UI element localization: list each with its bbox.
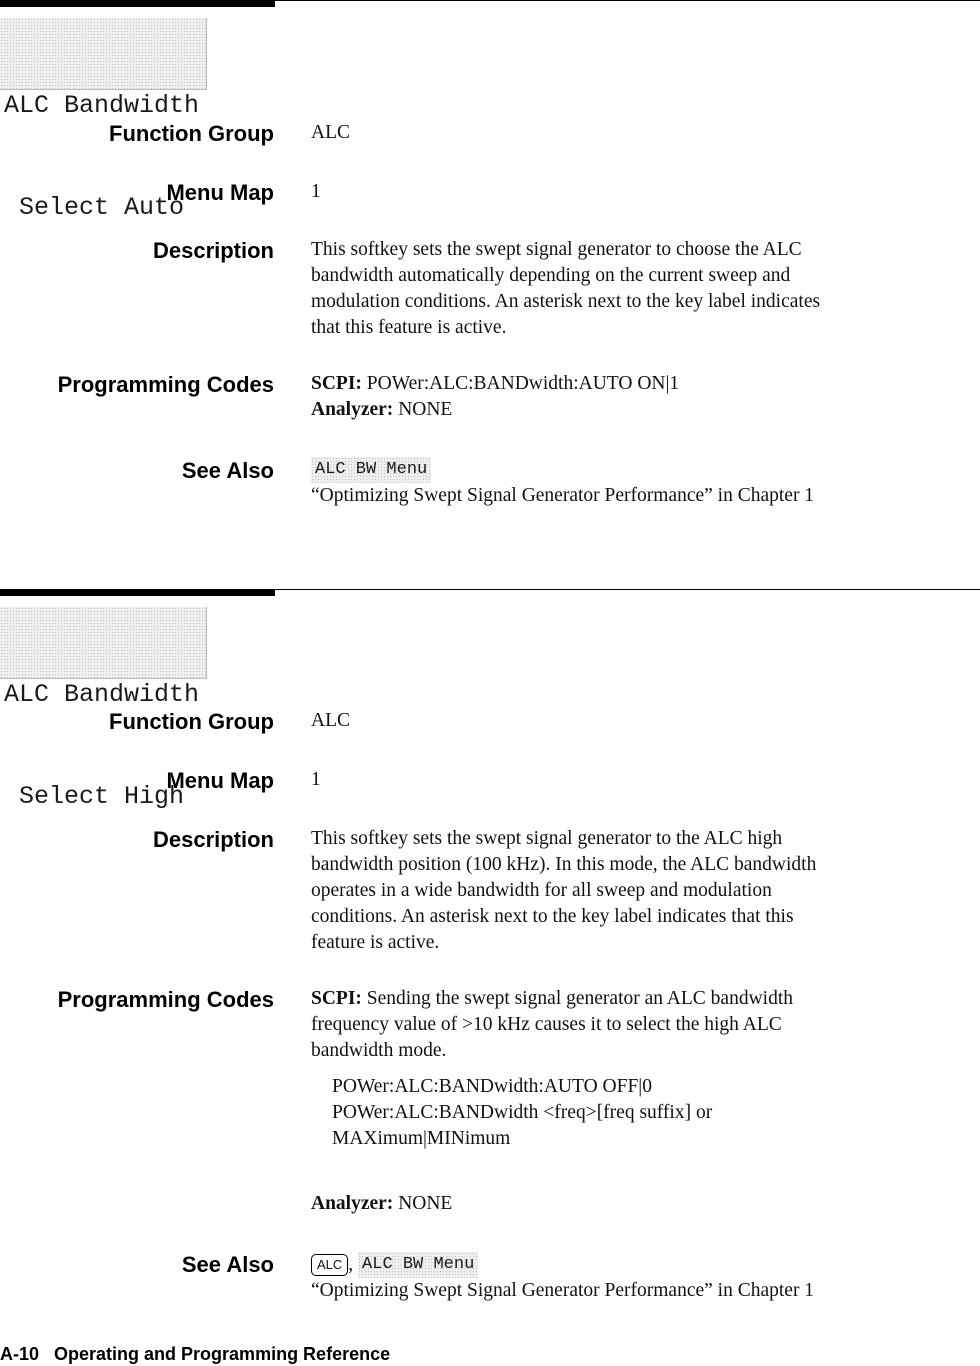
description-line: that this feature is active. — [311, 317, 507, 338]
function-group-label: Function Group — [109, 709, 274, 734]
scpi-command: POWer:ALC:BANDwidth:AUTO ON|1 — [361, 373, 680, 394]
analyzer-value: NONE — [393, 1193, 453, 1214]
scpi-text-line: bandwidth mode. — [311, 1040, 447, 1061]
scpi-text: Sending the swept signal generator an ALC bandwidth — [361, 988, 794, 1009]
section-rule-thin — [275, 0, 980, 1]
page-number: A-10 — [0, 1344, 40, 1364]
scpi-command-block — [311, 1074, 961, 1152]
scpi-command-line: POWer:ALC:BANDwidth:AUTO OFF|0 — [332, 1076, 652, 1097]
see-also-reference: “Optimizing Swept Signal Generator Performance” in Chapter 1 — [311, 485, 815, 506]
see-also — [311, 457, 961, 509]
see-also-reference: “Optimizing Swept Signal Generator Performance” in Chapter 1 — [311, 1280, 815, 1301]
section-rule-thick — [0, 0, 275, 7]
scpi-label: SCPI: — [311, 988, 362, 1009]
programming-codes-label: Programming Codes — [57, 372, 274, 397]
programming-codes — [311, 986, 961, 1217]
alc-bw-menu-softkey[interactable]: ALC BW Menu — [311, 457, 431, 483]
description-line: bandwidth position (100 kHz). In this mode, the ALC bandwidth — [311, 854, 817, 875]
analyzer-label: Analyzer: — [311, 1193, 394, 1214]
footer-title: Operating and Programming Reference — [54, 1344, 391, 1364]
scpi-text-line: frequency value of >10 kHz causes it to select the high ALC — [311, 1014, 782, 1035]
description-text — [311, 237, 961, 341]
description-line: conditions. An asterisk next to the key label indicates that this — [311, 906, 794, 927]
section-rule-thick — [0, 589, 275, 596]
description-label: Description — [152, 827, 274, 852]
scpi-command-line: MAXimum|MINimum — [332, 1128, 511, 1149]
programming-codes — [311, 371, 961, 423]
function-group-value: ALC — [311, 710, 350, 731]
description-line: modulation conditions. An asterisk next to the key label indicates — [311, 291, 821, 312]
analyzer-label: Analyzer: — [311, 399, 394, 420]
description-line: bandwidth automatically depending on the current sweep and — [311, 265, 791, 286]
function-group-label: Function Group — [109, 121, 274, 146]
menu-map-value: 1 — [311, 181, 321, 202]
description-text — [311, 826, 961, 956]
function-group-value: ALC — [311, 122, 350, 143]
menu-map-label: Menu Map — [166, 768, 274, 793]
description-line: This softkey sets the swept signal generator to the ALC high — [311, 828, 783, 849]
menu-map-label: Menu Map — [166, 180, 274, 205]
description-line: This softkey sets the swept signal generator to choose the ALC — [311, 239, 802, 260]
menu-map-value: 1 — [311, 769, 321, 790]
analyzer-line — [311, 1191, 961, 1217]
alc-hardkey[interactable]: ALC — [311, 1254, 348, 1276]
softkey-line-1: ALC Bandwidth — [4, 680, 200, 709]
scpi-label: SCPI: — [311, 373, 362, 394]
softkey-line-1: ALC Bandwidth — [4, 91, 200, 120]
scpi-command-line: POWer:ALC:BANDwidth <freq>[freq suffix] or — [332, 1102, 713, 1123]
see-also-label: See Also — [181, 458, 274, 483]
description-line: feature is active. — [311, 932, 440, 953]
scpi-line — [311, 371, 961, 397]
analyzer-line — [311, 397, 961, 423]
programming-codes-label: Programming Codes — [57, 987, 274, 1012]
analyzer-value: NONE — [393, 399, 453, 420]
softkey-line-2: Select High — [4, 782, 185, 811]
see-also — [311, 1252, 961, 1304]
see-also-separator: , — [348, 1254, 354, 1275]
softkey-line-2: Select Auto — [4, 193, 185, 222]
scpi-line — [311, 986, 961, 1012]
description-label: Description — [152, 238, 274, 263]
see-also-label: See Also — [181, 1252, 274, 1277]
alc-bw-menu-softkey[interactable]: ALC BW Menu — [358, 1252, 478, 1278]
description-line: operates in a wide bandwidth for all sweep and modulation — [311, 880, 772, 901]
section-rule-thin — [275, 589, 980, 590]
page-footer — [0, 1344, 390, 1365]
